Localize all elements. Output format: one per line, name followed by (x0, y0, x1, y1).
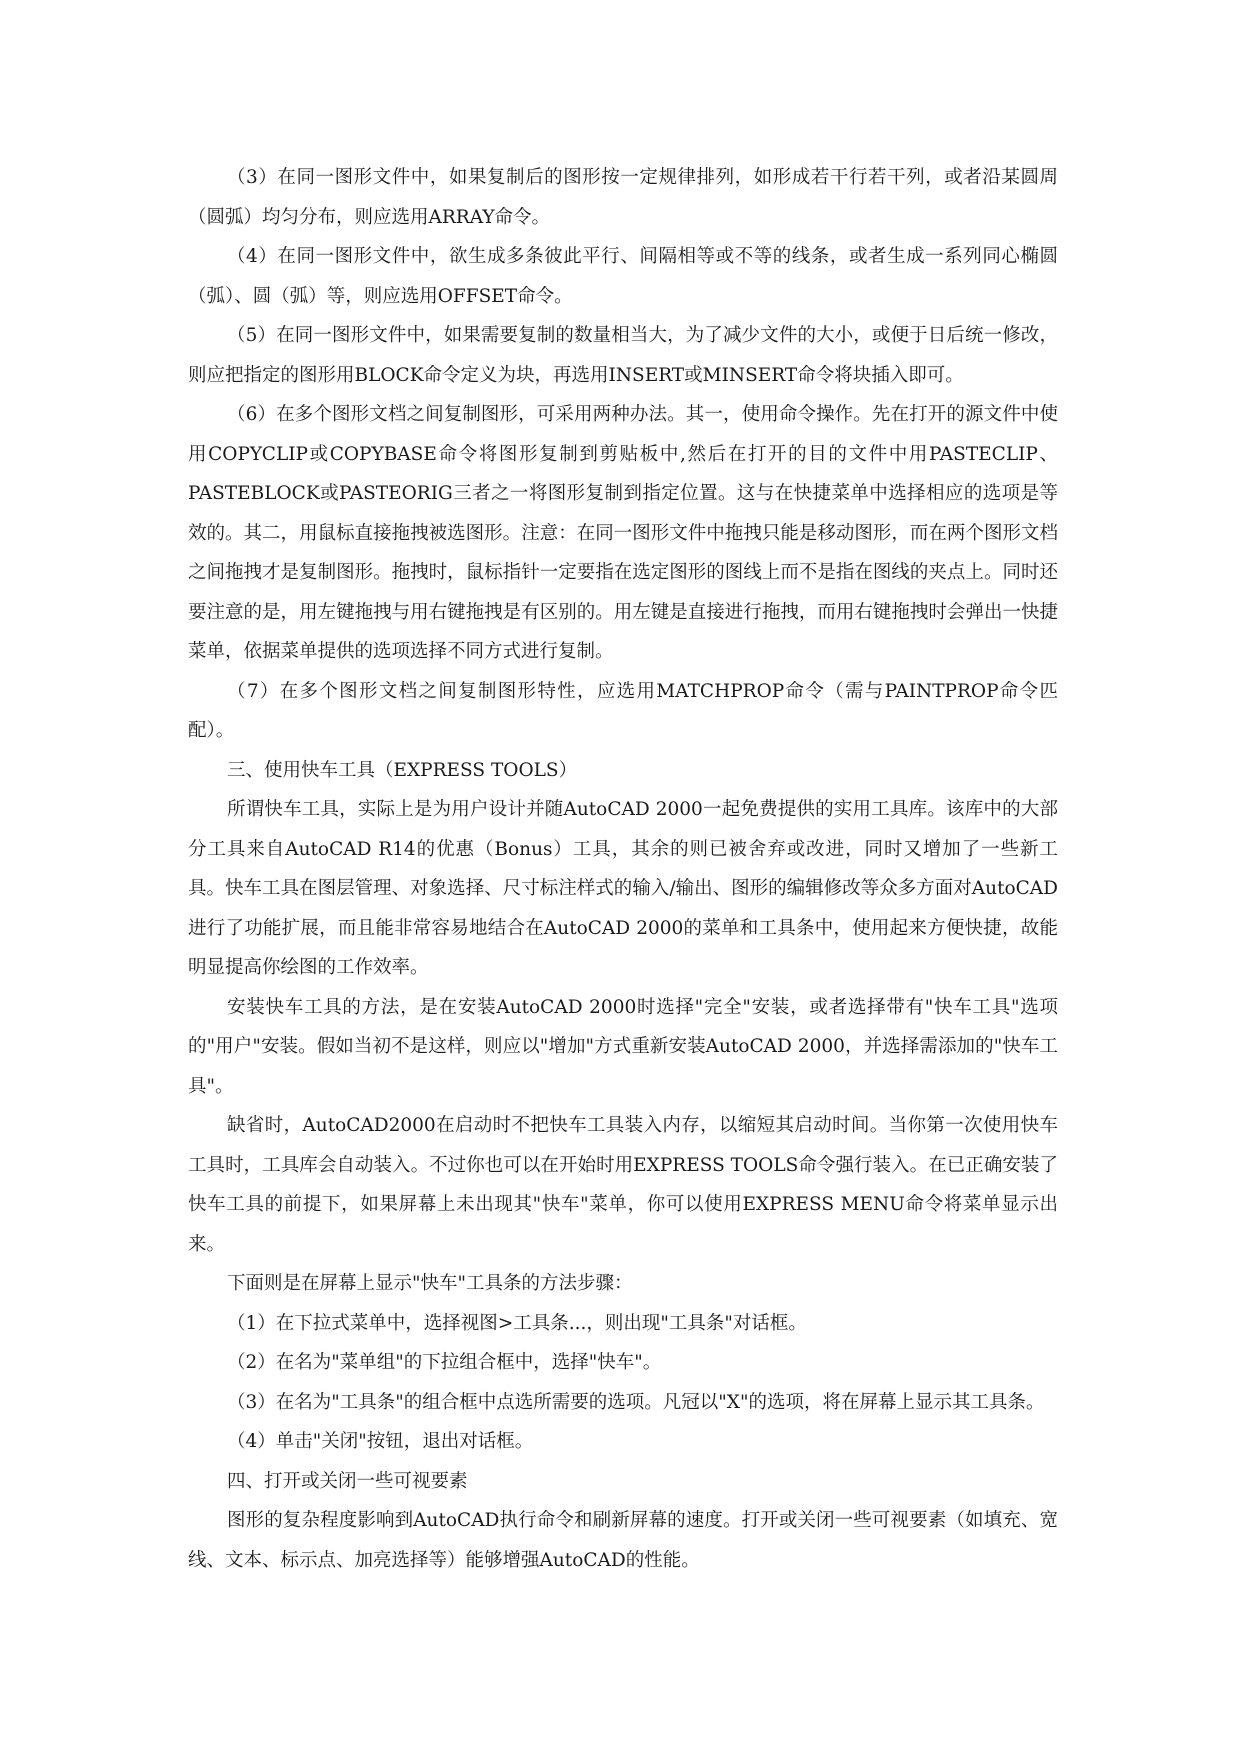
paragraph-6-copy-between-docs: （6）在多个图形文档之间复制图形，可采用两种办法。其一，使用命令操作。先在打开的源文件中使用COPYCLIP或COPYBASE命令将图形复制到剪贴板中,然后在打开的目的文件中用PASTECLIP、PASTEBLOCK或PASTEORIG三者之一将图形复制到指定位置。这与在快捷菜单中选择相应的选项是等效的。其二，用鼠标直接拖拽被选图形。注意：在同一图形文件中拖拽只能是移动图形，而在两个图形文档之间拖拽才是复制图形。拖拽时，鼠标指针一定要指在选定图形的图线上而不是指在图线的夹点上。同时还要注意的是，用左键拖拽与用右键拖拽是有区别的。用左键是直接进行拖拽，而用右键拖拽时会弹出一快捷菜单，依据菜单提供的选项选择不同方式进行复制。 (188, 404, 1058, 662)
paragraph-step-3: （3）在名为"工具条"的组合框中点选所需要的选项。凡冠以"X"的选项，将在屏幕上显示其工具条。 (227, 1391, 1045, 1413)
paragraph-step-1: （1）在下拉式菜单中，选择视图>工具条...，则出现"工具条"对话框。 (227, 1312, 807, 1334)
paragraph-5-block: （5）在同一图形文件中，如果需要复制的数量相当大，为了减少文件的大小，或便于日后统一修改，则应把指定的图形用BLOCK命令定义为块，再选用INSERT或MINSERT命令将块插入即可。 (188, 325, 1058, 386)
paragraph-visual-elements: 图形的复杂程度影响到AutoCAD执行命令和刷新屏幕的速度。打开或关闭一些可视要素（如填充、宽线、文本、标示点、加亮选择等）能够增强AutoCAD的性能。 (188, 1510, 1058, 1571)
document-body (188, 158, 1058, 1580)
paragraph-step-4: （4）单击"关闭"按钮，退出对话框。 (227, 1431, 534, 1452)
paragraph-7-matchprop: （7）在多个图形文档之间复制图形特性，应选用MATCHPROP命令（需与PAINTPROP命令匹配）。 (188, 680, 1058, 741)
paragraph-4-offset: （4）在同一图形文件中，欲生成多条彼此平行、间隔相等或不等的线条，或者生成一系列同心椭圆（弧）、圆（弧）等，则应选用OFFSET命令。 (188, 246, 1058, 307)
section-heading-express-tools: 三、使用快车工具（EXPRESS TOOLS） (227, 759, 578, 781)
paragraph-3-array: （3）在同一图形文件中，如果复制后的图形按一定规律排列，如形成若干行若干列，或者沿某圆周（圆弧）均匀分布，则应选用ARRAY命令。 (188, 167, 1058, 228)
paragraph-toolbar-steps-intro: 下面则是在屏幕上显示"快车"工具条的方法步骤： (227, 1273, 633, 1294)
paragraph-step-2: （2）在名为"菜单组"的下拉组合框中，选择"快车"。 (227, 1352, 662, 1373)
paragraph-express-tools-install: 安装快车工具的方法，是在安装AutoCAD 2000时选择"完全"安装，或者选择带有"快车工具"选项的"用户"安装。假如当初不是这样，则应以"增加"方式重新安装AutoCAD 2000，并选择需添加的"快车工具"。 (188, 996, 1058, 1097)
section-heading-visual-elements: 四、打开或关闭一些可视要素 (227, 1470, 468, 1492)
paragraph-express-tools-intro: 所谓快车工具，实际上是为用户设计并随AutoCAD 2000一起免费提供的实用工具库。该库中的大部分工具来自AutoCAD R14的优惠（Bonus）工具，其余的则已被舍弃或改进，同时又增加了一些新工具。快车工具在图层管理、对象选择、尺寸标注样式的输入/输出、图形的编辑修改等众多方面对AutoCAD进行了功能扩展，而且能非常容易地结合在AutoCAD 2000的菜单和工具条中，使用起来方便快捷，故能明显提高你绘图的工作效率。 (188, 799, 1058, 978)
paragraph-express-tools-default: 缺省时，AutoCAD2000在启动时不把快车工具装入内存，以缩短其启动时间。当你第一次使用快车工具时，工具库会自动装入。不过你也可以在开始时用EXPRESS TOOLS命令强行装入。在已正确安装了快车工具的前提下，如果屏幕上未出现其"快车"菜单，你可以使用EXPRESS MENU命令将菜单显示出来。 (188, 1115, 1058, 1255)
